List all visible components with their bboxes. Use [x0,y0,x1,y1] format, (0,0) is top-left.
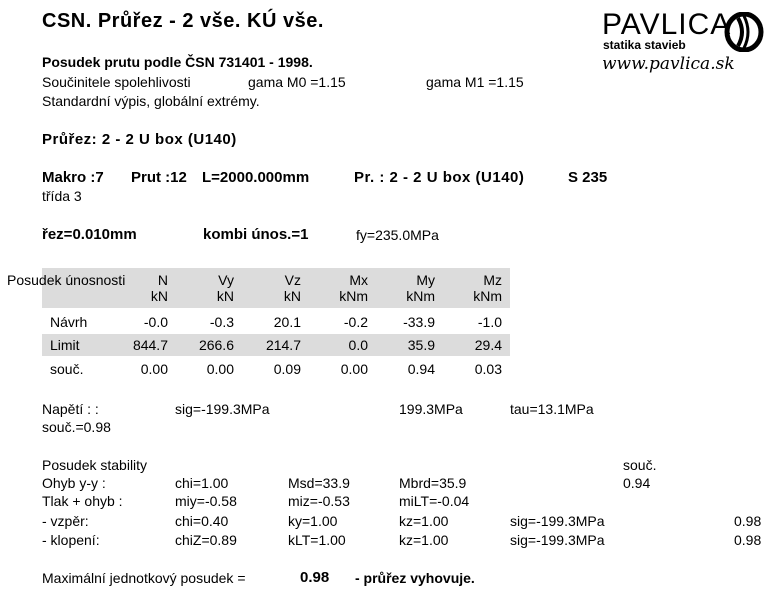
tlak-miy: miy=-0.58 [175,493,237,509]
table-cell: -0.2 [343,314,368,330]
col-unit: kN [216,288,234,304]
logo-url: www.pavlica.sk [602,54,735,74]
vzper-label: - vzpěr: [42,513,89,529]
col-unit: kNm [473,288,502,304]
member-steel: S 235 [568,169,608,186]
table-cell: 0.00 [206,361,234,377]
klopeni-klt: kLT=1.00 [288,532,346,548]
section-heading: Průřez: 2 - 2 U box (U140) [42,131,237,148]
logo-icon [724,12,764,52]
ohyb-label: Ohyb y-y : [42,475,106,491]
stress-label: Napětí : : [42,401,99,417]
table-cell: 0.09 [273,361,301,377]
combination: kombi únos.=1 [203,226,309,243]
ohyb-mbrd: Mbrd=35.9 [399,475,467,491]
tlak-milt: miLT=-0.04 [399,493,470,509]
table-cell: -1.0 [477,314,502,330]
stress-sig-abs: 199.3MPa [399,401,463,417]
member-profile: Pr. : 2 - 2 U box (U140) [354,169,525,186]
table-cell: -33.9 [403,314,435,330]
tlak-label: Tlak + ohyb : [42,493,123,509]
member-length: L=2000.000mm [202,169,310,186]
stress-tau: tau=13.1MPa [510,401,594,417]
col-header: Mx [349,272,368,288]
summary-text: Maximální jednotkový posudek = [42,570,246,586]
safety-factors-label: Součinitele spolehlivosti [42,74,191,90]
table-cell: 844.7 [132,337,168,353]
summary-verdict: - průřez vyhovuje. [355,570,475,586]
yield-strength: fy=235.0MPa [356,227,439,243]
stress-sig: sig=-199.3MPa [175,401,270,417]
row-label: Návrh [50,314,88,330]
stability-ratio-header: souč. [623,457,657,473]
col-unit: kNm [406,288,435,304]
table-cell: 0.0 [348,337,368,353]
row-label: Limit [50,337,80,353]
member-makro: Makro :7 [42,169,104,186]
vzper-chi: chi=0.40 [175,513,229,529]
col-header: Mz [483,272,502,288]
table-cell: 266.6 [198,337,234,353]
assessment-heading: Posudek prutu podle ČSN 731401 - 1998. [42,54,313,70]
member-class: třída 3 [42,188,82,204]
tlak-miz: miz=-0.53 [288,493,350,509]
klopeni-kz: kz=1.00 [399,532,449,548]
col-unit: kNm [339,288,368,304]
ohyb-msd: Msd=33.9 [288,475,350,491]
klopeni-sig: sig=-199.3MPa [510,532,605,548]
table-cell: 0.03 [474,361,502,377]
table-cell: 0.00 [340,361,368,377]
table-cell: 214.7 [265,337,301,353]
klopeni-ratio: 0.98 [734,532,762,548]
logo-name: PAVLICA [602,8,732,41]
listing-mode: Standardní výpis, globální extrémy. [42,93,260,109]
col-header: N [157,272,168,288]
table-cell: -0.0 [143,314,168,330]
logo-subtitle: statika stavieb [603,38,686,52]
gama-m1: gama M1 =1.15 [426,74,524,90]
stress-ratio: souč.=0.98 [42,419,111,435]
summary-value: 0.98 [300,569,330,586]
gama-m0: gama M0 =1.15 [248,74,346,90]
page-title: CSN. Průřez - 2 vše. KÚ vše. [42,10,324,32]
vzper-sig: sig=-199.3MPa [510,513,605,529]
klopeni-chi: chiZ=0.89 [175,532,237,548]
capacity-label: Posudek únosnosti [7,272,126,288]
vzper-ky: ky=1.00 [288,513,338,529]
table-cell: 35.9 [407,337,435,353]
klopeni-label: - klopení: [42,532,100,548]
row-label: souč. [50,361,84,377]
member-prut: Prut :12 [131,169,187,186]
table-cell: 0.94 [407,361,435,377]
stability-label: Posudek stability [42,457,148,473]
ohyb-chi: chi=1.00 [175,475,229,491]
vzper-kz: kz=1.00 [399,513,449,529]
col-header: Vy [218,272,234,288]
vzper-ratio: 0.98 [734,513,762,529]
col-header: My [416,272,435,288]
table-cell: -0.3 [209,314,234,330]
col-header: Vz [284,272,301,288]
ohyb-ratio: 0.94 [623,475,651,491]
table-cell: 0.00 [140,361,168,377]
table-cell: 20.1 [273,314,301,330]
cut-position: řez=0.010mm [42,226,137,243]
col-unit: kN [150,288,168,304]
col-unit: kN [283,288,301,304]
table-cell: 29.4 [474,337,502,353]
